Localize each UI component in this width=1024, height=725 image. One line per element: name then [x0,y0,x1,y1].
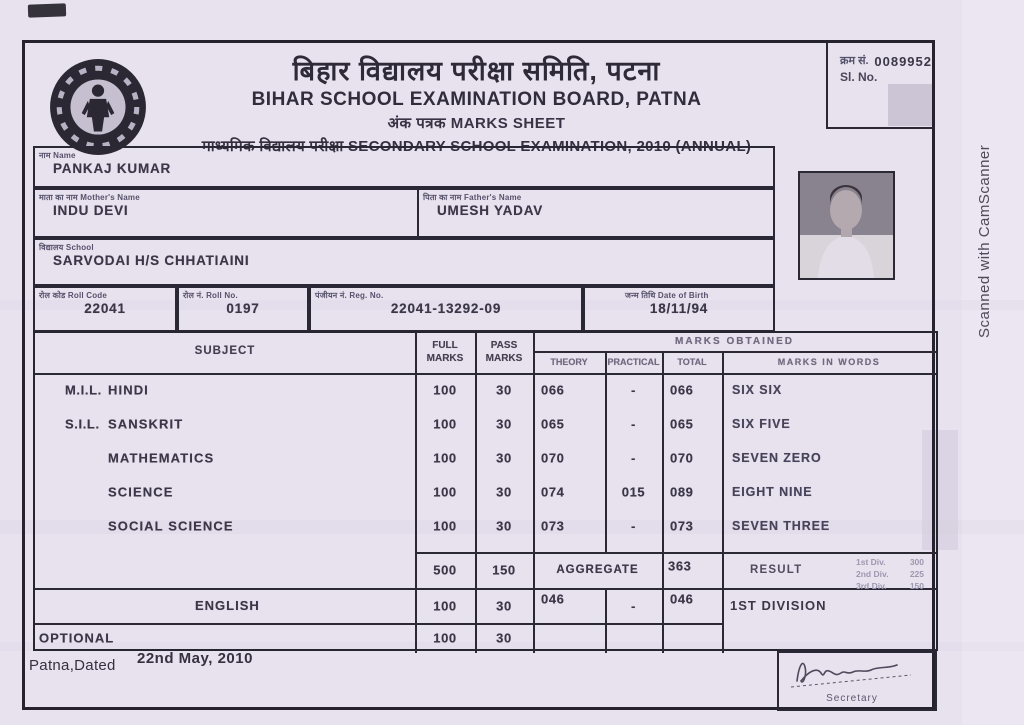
subject-name: SCIENCE [108,484,174,500]
footer-place-label: Patna,Dated [29,657,116,674]
cutoff-value: 300 [909,557,924,567]
board-seal-icon [47,56,149,158]
student-photo [798,171,895,280]
cutoff-label: 2nd Div. [856,569,889,579]
cutoff-value: 150 [909,581,924,591]
col-header-total: TOTAL [677,357,707,367]
marks-in-words: EIGHT NINE [732,485,813,499]
full-marks: 100 [433,382,457,398]
result-value: 1ST DIVISION [730,598,827,613]
theory-marks: 073 [541,518,565,534]
header [143,51,810,156]
marks-in-words: SEVEN THREE [732,519,831,533]
col-header-pass-marks: PASS MARKS [485,340,523,364]
subject-group: M.I.L. [65,382,102,398]
examination-title: माध्यमिक विद्यालय परीक्षा SECONDARY SCHOOL EXAMINATION, 2010 (ANNUAL) [201,138,752,155]
total-marks: 046 [670,591,694,607]
roll-no-label: रोल नं. Roll No. [183,291,238,300]
signature-box [777,651,937,711]
pass-marks: 30 [496,484,512,500]
roll-code-label: रोल कोड Roll Code [39,291,108,300]
practical-marks: - [631,382,636,398]
school-field [33,238,775,286]
cutoff-value: 225 [909,569,924,579]
col-header-theory: THEORY [550,357,588,367]
board-title-english: BIHAR SCHOOL EXAMINATION BOARD, PATNA [251,89,702,110]
marks-in-words: SIX SIX [732,383,783,397]
full-marks: 100 [433,484,457,500]
full-marks: 100 [433,416,457,432]
practical-marks: - [631,598,636,613]
name-label: नाम Name [39,151,76,160]
col-header-marks-in-words: MARKS IN WORDS [777,357,881,367]
total-marks: 070 [670,450,694,466]
aggregate-full-marks: 500 [433,562,457,578]
school-label: विद्यालय School [39,243,94,252]
roll-code: 22041 [84,301,126,316]
pass-marks: 30 [496,416,512,432]
result-cell [722,552,936,653]
col-header-practical: PRACTICAL [607,357,660,367]
board-title-hindi: बिहार विद्यालय परीक्षा समिति, पटना [292,56,661,86]
dob-label: जन्म तिथि Date of Birth [625,291,709,300]
pass-marks: 30 [496,518,512,534]
col-header-subject: SUBJECT [194,345,256,357]
pass-marks: 30 [496,450,512,466]
name-field [33,146,775,188]
subject-name: OPTIONAL [39,630,115,646]
full-marks: 100 [433,450,457,466]
serial-label-hindi: क्रम सं. [840,55,869,67]
theory-marks: 046 [541,591,565,607]
subject-name: SOCIAL SCIENCE [108,518,234,534]
cutoff-label: 1st Div. [856,557,886,567]
roll-code-field [33,286,177,332]
grid-line [533,351,936,353]
serial-number-value: 0089952 [874,54,932,69]
reg-no: 22041-13292-09 [390,301,502,316]
roll-no-field [177,286,309,332]
marks-sheet [22,40,935,710]
col-header-marks-obtained: MARKS OBTAINED [675,336,794,347]
subject-name: ENGLISH [195,598,260,613]
total-marks: 065 [670,416,694,432]
practical-marks: - [631,518,636,534]
subject-group: S.I.L. [65,416,100,432]
cutoff-label: 3rd Div. [856,581,887,591]
full-marks: 100 [433,630,457,646]
practical-marks: - [631,416,636,432]
reg-no-field [309,286,583,332]
aggregate-pass-marks: 150 [492,562,516,578]
serial-label-english: Sl. No. [840,70,878,84]
serial-number-box [826,43,935,129]
marks-table [33,331,938,651]
subject-name: SANSKRIT [108,416,184,432]
result-label: RESULT [750,564,803,576]
table-row [35,407,936,441]
reg-no-label: पंजीयन नं. Reg. No. [315,291,384,300]
pass-marks: 30 [496,598,512,613]
practical-marks: 015 [621,484,646,500]
father-name-label: पिता का नाम Father's Name [423,193,522,202]
subject-name: MATHEMATICS [108,450,215,466]
mother-name: INDU DEVI [53,203,129,218]
table-row [35,441,936,475]
theory-marks: 066 [541,382,565,398]
scan-margin [962,0,1024,725]
theory-marks: 074 [541,484,565,500]
practical-marks: - [631,450,636,466]
camscanner-watermark: Scanned with CamScanner [976,144,993,338]
date-of-birth: 18/11/94 [649,301,709,316]
aggregate-label: AGGREGATE [556,564,639,576]
father-name-field [417,188,775,238]
secretary-signature [783,653,933,696]
marks-in-words: SEVEN ZERO [732,451,822,465]
table-row [35,475,936,509]
table-row [35,373,936,407]
school-name: SARVODAI H/S CHHATIAINI [53,253,250,268]
scan-artifact [28,3,66,17]
pass-marks: 30 [496,382,512,398]
subject-name: HINDI [108,382,149,398]
theory-marks: 065 [541,416,565,432]
signatory-title: Secretary [826,693,878,704]
pass-marks: 30 [496,630,512,646]
father-name: UMESH YADAV [437,203,544,218]
total-marks: 066 [670,382,694,398]
marks-sheet-title: अंक पत्रक MARKS SHEET [387,115,566,132]
aggregate-total: 363 [668,558,692,574]
mother-name-label: माता का नाम Mother's Name [39,193,140,202]
total-marks: 073 [670,518,694,534]
mother-name-field [33,188,419,238]
total-marks: 089 [670,484,694,500]
roll-no: 0197 [226,301,260,316]
division-cutoffs [856,556,924,592]
student-name: PANKAJ KUMAR [53,161,172,176]
dob-field [583,286,775,332]
full-marks: 100 [433,598,457,613]
col-header-full-marks: FULL MARKS [426,340,464,364]
theory-marks: 070 [541,450,565,466]
full-marks: 100 [433,518,457,534]
marks-in-words: SIX FIVE [732,417,791,431]
table-row [35,509,936,543]
footer-date: 22nd May, 2010 [137,650,253,667]
